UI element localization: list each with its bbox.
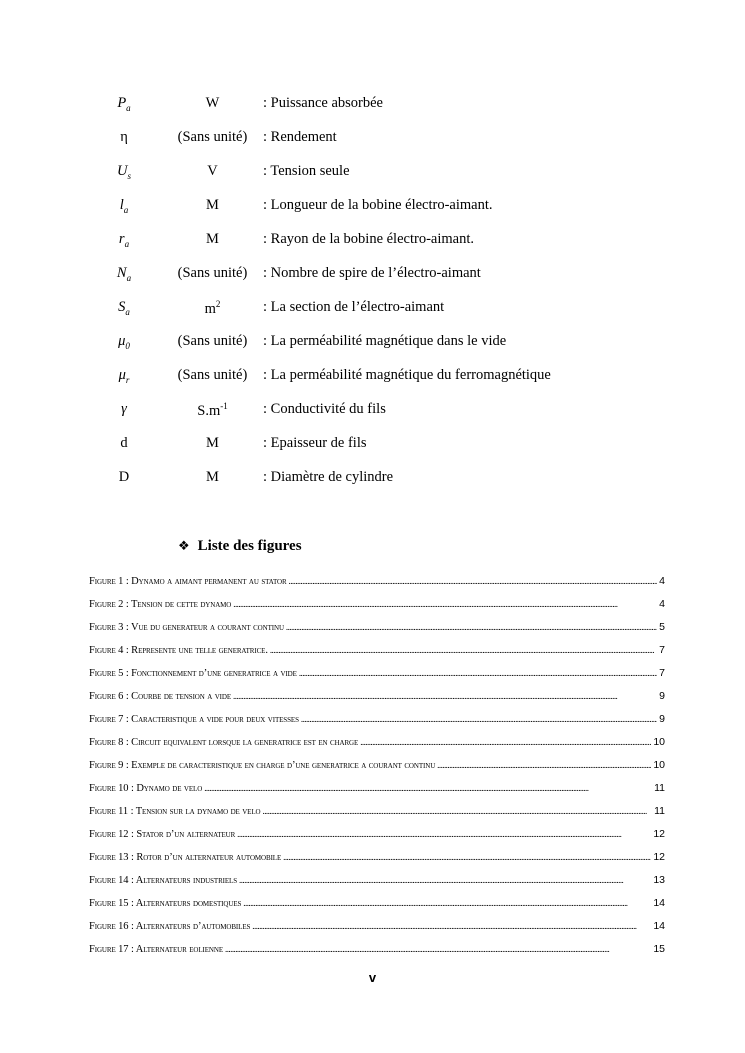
- symbol-row: [0, 224, 745, 258]
- figure-page-number: 9: [659, 690, 665, 702]
- symbol-subscript: a: [125, 306, 130, 317]
- symbol-unit: [170, 163, 255, 180]
- dot-leader: [283, 852, 651, 862]
- unit-exponent: -1: [220, 401, 228, 411]
- symbol-description: : Tension seule: [263, 163, 350, 179]
- symbol-base: d: [120, 435, 128, 451]
- symbol-row: [0, 394, 745, 428]
- dot-leader: [301, 714, 657, 724]
- unit-text: V: [207, 163, 218, 179]
- symbol: [100, 401, 148, 418]
- figures-heading: [178, 538, 302, 555]
- symbol-unit: [170, 299, 255, 318]
- symbol: [100, 265, 148, 283]
- symbol-unit: [170, 435, 255, 452]
- figure-list-item[interactable]: [89, 805, 665, 828]
- figure-title[interactable]: Figure 8 : Circuit equivalent lorsque la generatrice est en charge: [89, 737, 359, 748]
- symbol: [100, 333, 148, 351]
- figure-page-number: 15: [653, 943, 665, 955]
- symbol-base: r: [118, 231, 125, 247]
- symbol-description: : La perméabilité magnétique dans le vide: [263, 333, 507, 349]
- figure-title[interactable]: Figure 9 : Exemple de caracteristique en charge d’une generatrice a courant continu: [89, 760, 436, 771]
- symbol-base: η: [120, 129, 128, 145]
- figure-title[interactable]: Figure 16 : Alternateurs d’automobiles: [89, 921, 251, 932]
- symbol-subscript: a: [124, 238, 130, 249]
- figure-title[interactable]: Figure 17 : Alternateur eolienne: [89, 944, 224, 955]
- figure-title[interactable]: Figure 15 : Alternateurs domestiques: [89, 898, 242, 909]
- symbol: [100, 163, 148, 181]
- symbol-table: [0, 88, 745, 496]
- dot-leader: [286, 622, 657, 632]
- figure-list-item[interactable]: [89, 644, 665, 667]
- symbol-description: : Diamètre de cylindre: [263, 469, 394, 485]
- unit-text: S.m: [197, 402, 221, 419]
- figure-page-number: 10: [653, 759, 665, 771]
- symbol-row: [0, 190, 745, 224]
- figure-page-number: 11: [654, 805, 665, 817]
- symbol-base: l: [119, 197, 124, 213]
- figure-title[interactable]: Figure 7 : Caracteristique a vide pour deux vitesses: [89, 714, 299, 725]
- figures-heading-title: Liste des figures: [197, 538, 302, 554]
- dot-leader: [360, 737, 651, 747]
- dot-leader: [237, 829, 651, 839]
- figure-list-item[interactable]: [89, 575, 665, 598]
- symbol-base: U: [117, 163, 128, 179]
- figure-page-number: 14: [653, 920, 665, 932]
- symbol-row: [0, 88, 745, 122]
- symbol-unit: [170, 197, 255, 214]
- dot-leader: [252, 921, 651, 931]
- symbol-subscript: a: [126, 102, 131, 113]
- figure-title[interactable]: Figure 14 : Alternateurs industriels: [89, 875, 238, 886]
- unit-text: (Sans unité): [177, 265, 248, 281]
- symbol-description: : Longueur de la bobine électro-aimant.: [263, 197, 493, 213]
- unit-text: m: [204, 300, 216, 317]
- figure-list-item[interactable]: [89, 782, 665, 805]
- symbol-subscript: 0: [125, 340, 130, 351]
- figures-list: [89, 575, 665, 966]
- symbol-description: : Nombre de spire de l’électro-aimant: [263, 265, 481, 281]
- symbol: [100, 95, 148, 113]
- dot-leader: [270, 645, 657, 655]
- figure-page-number: 4: [659, 598, 665, 610]
- figure-title[interactable]: Figure 12 : Stator d’un alternateur: [89, 829, 236, 840]
- symbol-row: [0, 360, 745, 394]
- symbol-row: [0, 258, 745, 292]
- symbol-unit: [170, 401, 255, 420]
- symbol: [100, 231, 148, 249]
- symbol: [100, 197, 148, 215]
- dot-leader: [289, 576, 658, 586]
- symbol-row: [0, 156, 745, 190]
- figure-page-number: 10: [653, 736, 665, 748]
- symbol-description: : Rendement: [263, 129, 337, 145]
- unit-exponent: 2: [215, 299, 221, 309]
- symbol-unit: [170, 265, 255, 282]
- symbol: [100, 299, 148, 317]
- figure-title[interactable]: Figure 3 : Vue du generateur a courant continu: [89, 622, 284, 633]
- figure-list-item[interactable]: [89, 759, 665, 782]
- symbol-description: : Puissance absorbée: [263, 95, 383, 111]
- symbol-base: D: [118, 469, 130, 485]
- symbol-unit: [170, 469, 255, 486]
- unit-text: M: [206, 435, 219, 451]
- unit-text: M: [206, 197, 219, 213]
- symbol-row: [0, 122, 745, 156]
- unit-text: (Sans unité): [177, 129, 248, 145]
- figure-list-item[interactable]: [89, 851, 665, 874]
- symbol-base: μ: [118, 333, 126, 349]
- figure-list-item[interactable]: [89, 943, 665, 966]
- symbol-description: : La section de l’électro-aimant: [263, 299, 445, 315]
- symbol-description: : La perméabilité magnétique du ferromagnétique: [263, 367, 551, 383]
- unit-text: M: [206, 469, 219, 485]
- symbol-subscript: s: [127, 170, 131, 181]
- symbol-row: [0, 462, 745, 496]
- dot-leader: [204, 783, 652, 793]
- figure-page-number: 5: [659, 621, 665, 633]
- symbol-unit: [170, 231, 255, 248]
- figure-list-item[interactable]: [89, 598, 665, 621]
- dot-leader: [299, 668, 657, 678]
- symbol-row: [0, 292, 745, 326]
- symbol-base: N: [116, 265, 127, 281]
- page-number: v: [368, 970, 377, 985]
- unit-text: W: [205, 95, 220, 111]
- figure-page-number: 7: [659, 644, 665, 656]
- figure-list-item[interactable]: [89, 828, 665, 851]
- figure-list-item[interactable]: [89, 621, 665, 644]
- dot-leader: [263, 806, 653, 816]
- figure-page-number: 9: [659, 713, 665, 725]
- symbol-row: [0, 326, 745, 360]
- dot-leader: [243, 898, 651, 908]
- symbol-unit: [170, 367, 255, 384]
- figure-page-number: 4: [659, 575, 665, 587]
- symbol-unit: [170, 333, 255, 350]
- dot-leader: [239, 875, 651, 885]
- symbol-subscript: a: [123, 204, 129, 215]
- symbol-unit: [170, 129, 255, 146]
- symbol-unit: [170, 95, 255, 112]
- dot-leader: [233, 691, 657, 701]
- figure-page-number: 12: [653, 851, 665, 863]
- figure-list-item[interactable]: [89, 667, 665, 690]
- figure-page-number: 7: [659, 667, 665, 679]
- figure-list-item[interactable]: [89, 713, 665, 736]
- figure-list-item[interactable]: [89, 736, 665, 759]
- figure-list-item[interactable]: [89, 920, 665, 943]
- figure-title[interactable]: Figure 6 : Courbe de tension a vide: [89, 691, 232, 702]
- symbol-description: : Rayon de la bobine électro-aimant.: [263, 231, 474, 247]
- figure-title[interactable]: Figure 13 : Rotor d’un alternateur automobile: [89, 852, 282, 863]
- dot-leader: [233, 599, 657, 609]
- unit-text: M: [206, 231, 219, 247]
- symbol-base: γ: [121, 401, 127, 417]
- figure-title[interactable]: Figure 1 : Dynamo a aimant permanent au stator: [89, 576, 287, 587]
- figure-title[interactable]: Figure 2 : Tension de cette dynamo: [89, 599, 232, 610]
- figure-title[interactable]: Figure 5 : Fonctionnement d’une generatrice a vide: [89, 668, 297, 679]
- unit-text: (Sans unité): [177, 333, 248, 349]
- dot-leader: [437, 760, 651, 770]
- symbol-subscript: r: [125, 374, 130, 385]
- symbol: [100, 435, 148, 452]
- symbol-base: μ: [118, 367, 126, 383]
- dot-leader: [225, 944, 651, 954]
- symbol: [100, 129, 148, 146]
- figure-page-number: 14: [653, 897, 665, 909]
- symbol-subscript: a: [126, 272, 132, 283]
- symbol-base: P: [117, 95, 127, 111]
- symbol: [100, 367, 148, 385]
- figure-title[interactable]: Figure 4 : Represente une telle generatrice.: [89, 645, 268, 656]
- symbol-row: [0, 428, 745, 462]
- figure-list-item[interactable]: [89, 690, 665, 713]
- symbol-base: S: [118, 299, 126, 315]
- diamond-bullet-icon: ❖: [178, 539, 190, 554]
- figure-page-number: 12: [653, 828, 665, 840]
- figure-list-item[interactable]: [89, 897, 665, 920]
- figure-page-number: 13: [653, 874, 665, 886]
- figure-list-item[interactable]: [89, 874, 665, 897]
- symbol-description: : Epaisseur de fils: [263, 435, 367, 451]
- figure-title[interactable]: Figure 10 : Dynamo de velo: [89, 783, 203, 794]
- figure-title[interactable]: Figure 11 : Tension sur la dynamo de velo: [89, 806, 261, 817]
- symbol-description: : Conductivité du fils: [263, 401, 386, 417]
- unit-text: (Sans unité): [177, 367, 248, 383]
- symbol: [100, 469, 148, 486]
- figure-page-number: 11: [654, 782, 665, 794]
